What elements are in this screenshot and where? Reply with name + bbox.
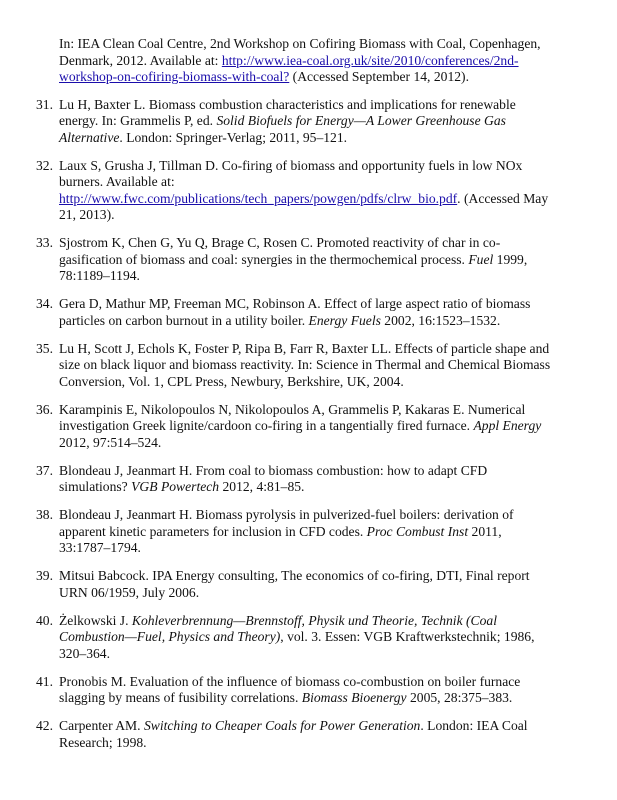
- reference-italic-title: Biomass Bioenergy: [301, 690, 407, 705]
- reference-line: [59, 646, 587, 663]
- reference-line: [59, 435, 587, 452]
- reference-text: burners. Available at:: [59, 174, 175, 189]
- reference-text: 2005, 28:375–383.: [406, 690, 513, 705]
- reference-line: [59, 296, 587, 313]
- reference-text: Pronobis M. Evaluation of the influence of biomass co-combustion on boiler furnace: [59, 673, 521, 689]
- reference-text: (Accessed September 14, 2012).: [289, 69, 469, 84]
- reference-text: , vol. 3. Essen: VGB Kraftwerkstechnik; 1986,: [280, 629, 535, 644]
- reference-text: Żelkowski J.: [59, 612, 132, 628]
- reference-text: 2012, 4:81–85.: [219, 479, 305, 494]
- reference-text: Sjostrom K, Chen G, Yu Q, Brage C, Rosen C. Promoted reactivity of char in co-: [59, 235, 501, 250]
- reference-number-text: 42.: [36, 718, 53, 733]
- reference-italic-title: Alternative: [59, 129, 120, 145]
- reference-number-text: 35.: [36, 340, 53, 356]
- reference-item: [0, 463, 617, 496]
- reference-line: [59, 113, 587, 130]
- reference-item: [0, 568, 617, 601]
- reference-number-text: 32.: [36, 157, 53, 173]
- reference-line: [59, 718, 587, 735]
- reference-item: [0, 718, 617, 751]
- reference-line: [59, 53, 587, 70]
- reference-url-link[interactable]: http://www.fwc.com/publications/tech_papers/powgen/pdfs/clrw_bio.pdf: [59, 190, 458, 206]
- reference-number: [0, 36, 53, 53]
- reference-number-text: 36.: [36, 401, 53, 417]
- reference-line: [59, 524, 587, 541]
- reference-line: [59, 613, 587, 630]
- reference-item: [0, 235, 617, 285]
- reference-line: [59, 174, 587, 191]
- reference-line: [59, 252, 587, 269]
- reference-line: [59, 36, 587, 53]
- reference-text: particles on carbon burnout in a utility boiler.: [59, 312, 309, 328]
- reference-text: apparent kinetic parameters for inclusion in CFD codes.: [59, 523, 367, 539]
- reference-number: [0, 463, 53, 480]
- reference-text: size on black liquor and biomass reactivity. In: Science in Thermal and Chemical Biomass: [59, 357, 551, 372]
- reference-text: 78:1189–1194.: [59, 268, 140, 283]
- reference-item: [0, 674, 617, 707]
- reference-line: [59, 235, 587, 252]
- reference-text: Mitsui Babcock. IPA Energy consulting, The economics of co-firing, DTI, Final report: [59, 568, 530, 583]
- reference-text: URN 06/1959, July 2006.: [59, 584, 200, 600]
- reference-text: In: IEA Clean Coal Centre, 2nd Workshop on Cofiring Biomass with Coal, Copenhagen,: [59, 36, 541, 51]
- reference-text: Laux S, Grusha J, Tillman D. Co-firing of biomass and opportunity fuels in low NOx: [59, 157, 523, 173]
- reference-item: [0, 402, 617, 452]
- reference-number-text: 31.: [36, 96, 53, 112]
- reference-italic-title: Energy Fuels: [308, 312, 381, 328]
- reference-line: [59, 418, 587, 435]
- reference-text: investigation Greek lignite/cardoon co-firing in a tangentially fired furnace.: [59, 418, 474, 433]
- reference-text: 2012, 97:514–524.: [59, 434, 162, 450]
- reference-number-text: 40.: [36, 612, 53, 628]
- reference-italic-title: Fuel: [468, 251, 494, 267]
- reference-line: [59, 341, 587, 358]
- reference-number: [0, 97, 53, 114]
- reference-text: gasification of biomass and coal: synergies in the thermochemical process.: [59, 251, 469, 267]
- reference-line: [59, 158, 587, 175]
- reference-item: [0, 341, 617, 391]
- reference-text: energy. In: Grammelis P, ed.: [59, 113, 217, 128]
- reference-number: [0, 402, 53, 419]
- reference-line: [59, 268, 587, 285]
- reference-text: Lu H, Scott J, Echols K, Foster P, Ripa B, Farr R, Baxter LL. Effects of particle shape and: [59, 340, 550, 356]
- reference-number-text: 38.: [36, 507, 53, 522]
- reference-line: [59, 479, 587, 496]
- reference-line: [59, 402, 587, 419]
- reference-item: [0, 97, 617, 147]
- reference-number-text: 34.: [36, 296, 53, 311]
- reference-line: [59, 629, 587, 646]
- reference-text: Gera D, Mathur MP, Freeman MC, Robinson A. Effect of large aspect ratio of biomass: [59, 296, 531, 311]
- reference-number-text: 39.: [36, 568, 53, 583]
- reference-line: [59, 69, 587, 86]
- reference-item: [0, 36, 617, 86]
- reference-list: [0, 36, 617, 763]
- reference-line: [59, 735, 587, 752]
- reference-item: [0, 296, 617, 329]
- reference-number-text: 37.: [36, 462, 53, 478]
- reference-line: [59, 374, 587, 391]
- reference-line: [59, 540, 587, 557]
- reference-number: [0, 235, 53, 252]
- reference-line: [59, 690, 587, 707]
- reference-line: [59, 568, 587, 585]
- reference-italic-title: Switching to Cheaper Coals for Power Generation: [143, 718, 421, 733]
- reference-text: 320–364.: [59, 645, 110, 661]
- reference-item: [0, 507, 617, 557]
- reference-text: . (Accessed May: [457, 190, 549, 206]
- reference-text: . London: Springer-Verlag; 2011, 95–121.: [119, 129, 348, 145]
- reference-text: 2011,: [468, 523, 502, 539]
- reference-line: [59, 191, 587, 208]
- reference-line: [59, 585, 587, 602]
- reference-text: 1999,: [493, 251, 528, 267]
- reference-text: Conversion, Vol. 1, CPL Press, Newbury, Berkshire, UK, 2004.: [59, 373, 404, 389]
- reference-number: [0, 613, 53, 630]
- reference-text: simulations?: [59, 479, 132, 494]
- reference-italic-title: Kohleverbrennung—Brennstoff, Physik und Theorie, Technik (Coal: [131, 612, 497, 628]
- reference-line: [59, 313, 587, 330]
- reference-text: 21, 2013).: [59, 207, 115, 222]
- reference-line: [59, 463, 587, 480]
- reference-number: [0, 507, 53, 524]
- reference-url-link[interactable]: http://www.iea-coal.org.uk/site/2010/conferences/2nd-: [221, 52, 519, 68]
- reference-number: [0, 341, 53, 358]
- reference-italic-title: Proc Combust Inst: [366, 523, 469, 539]
- reference-url-link[interactable]: workshop-on-cofiring-biomass-with-coal?: [59, 69, 290, 84]
- reference-number: [0, 674, 53, 691]
- reference-italic-title: Combustion—Fuel, Physics and Theory): [59, 629, 281, 644]
- reference-italic-title: Solid Biofuels for Energy—A Lower Greenhouse Gas: [216, 113, 506, 128]
- reference-item: [0, 158, 617, 224]
- reference-number: [0, 296, 53, 313]
- reference-line: [59, 507, 587, 524]
- reference-line: [59, 130, 587, 147]
- reference-line: [59, 207, 587, 224]
- reference-text: Denmark, 2012. Available at:: [59, 52, 222, 68]
- reference-text: Carpenter AM.: [59, 718, 144, 733]
- reference-text: . London: IEA Coal: [420, 718, 528, 733]
- reference-text: Research; 1998.: [59, 734, 147, 750]
- reference-number: [0, 718, 53, 735]
- reference-number-text: 33.: [36, 235, 53, 250]
- reference-text: slagging by means of fusibility correlations.: [59, 690, 302, 705]
- reference-italic-title: Appl Energy: [473, 418, 542, 433]
- reference-italic-title: VGB Powertech: [131, 479, 220, 494]
- reference-line: [59, 674, 587, 691]
- reference-number: [0, 158, 53, 175]
- reference-text: 33:1787–1794.: [59, 540, 141, 555]
- reference-text: 2002, 16:1523–1532.: [380, 312, 501, 328]
- reference-text: Lu H, Baxter L. Biomass combustion characteristics and implications for renewable: [59, 96, 516, 112]
- reference-text: Blondeau J, Jeanmart H. From coal to biomass combustion: how to adapt CFD: [59, 462, 488, 478]
- reference-item: [0, 613, 617, 663]
- reference-line: [59, 357, 587, 374]
- reference-number: [0, 568, 53, 585]
- reference-number-text: 41.: [36, 673, 53, 689]
- reference-text: Blondeau J, Jeanmart H. Biomass pyrolysis in pulverized-fuel boilers: derivation of: [59, 507, 514, 522]
- reference-line: [59, 97, 587, 114]
- reference-text: Karampinis E, Nikolopoulos N, Nikolopoulos A, Grammelis P, Kakaras E. Numerical: [59, 401, 526, 417]
